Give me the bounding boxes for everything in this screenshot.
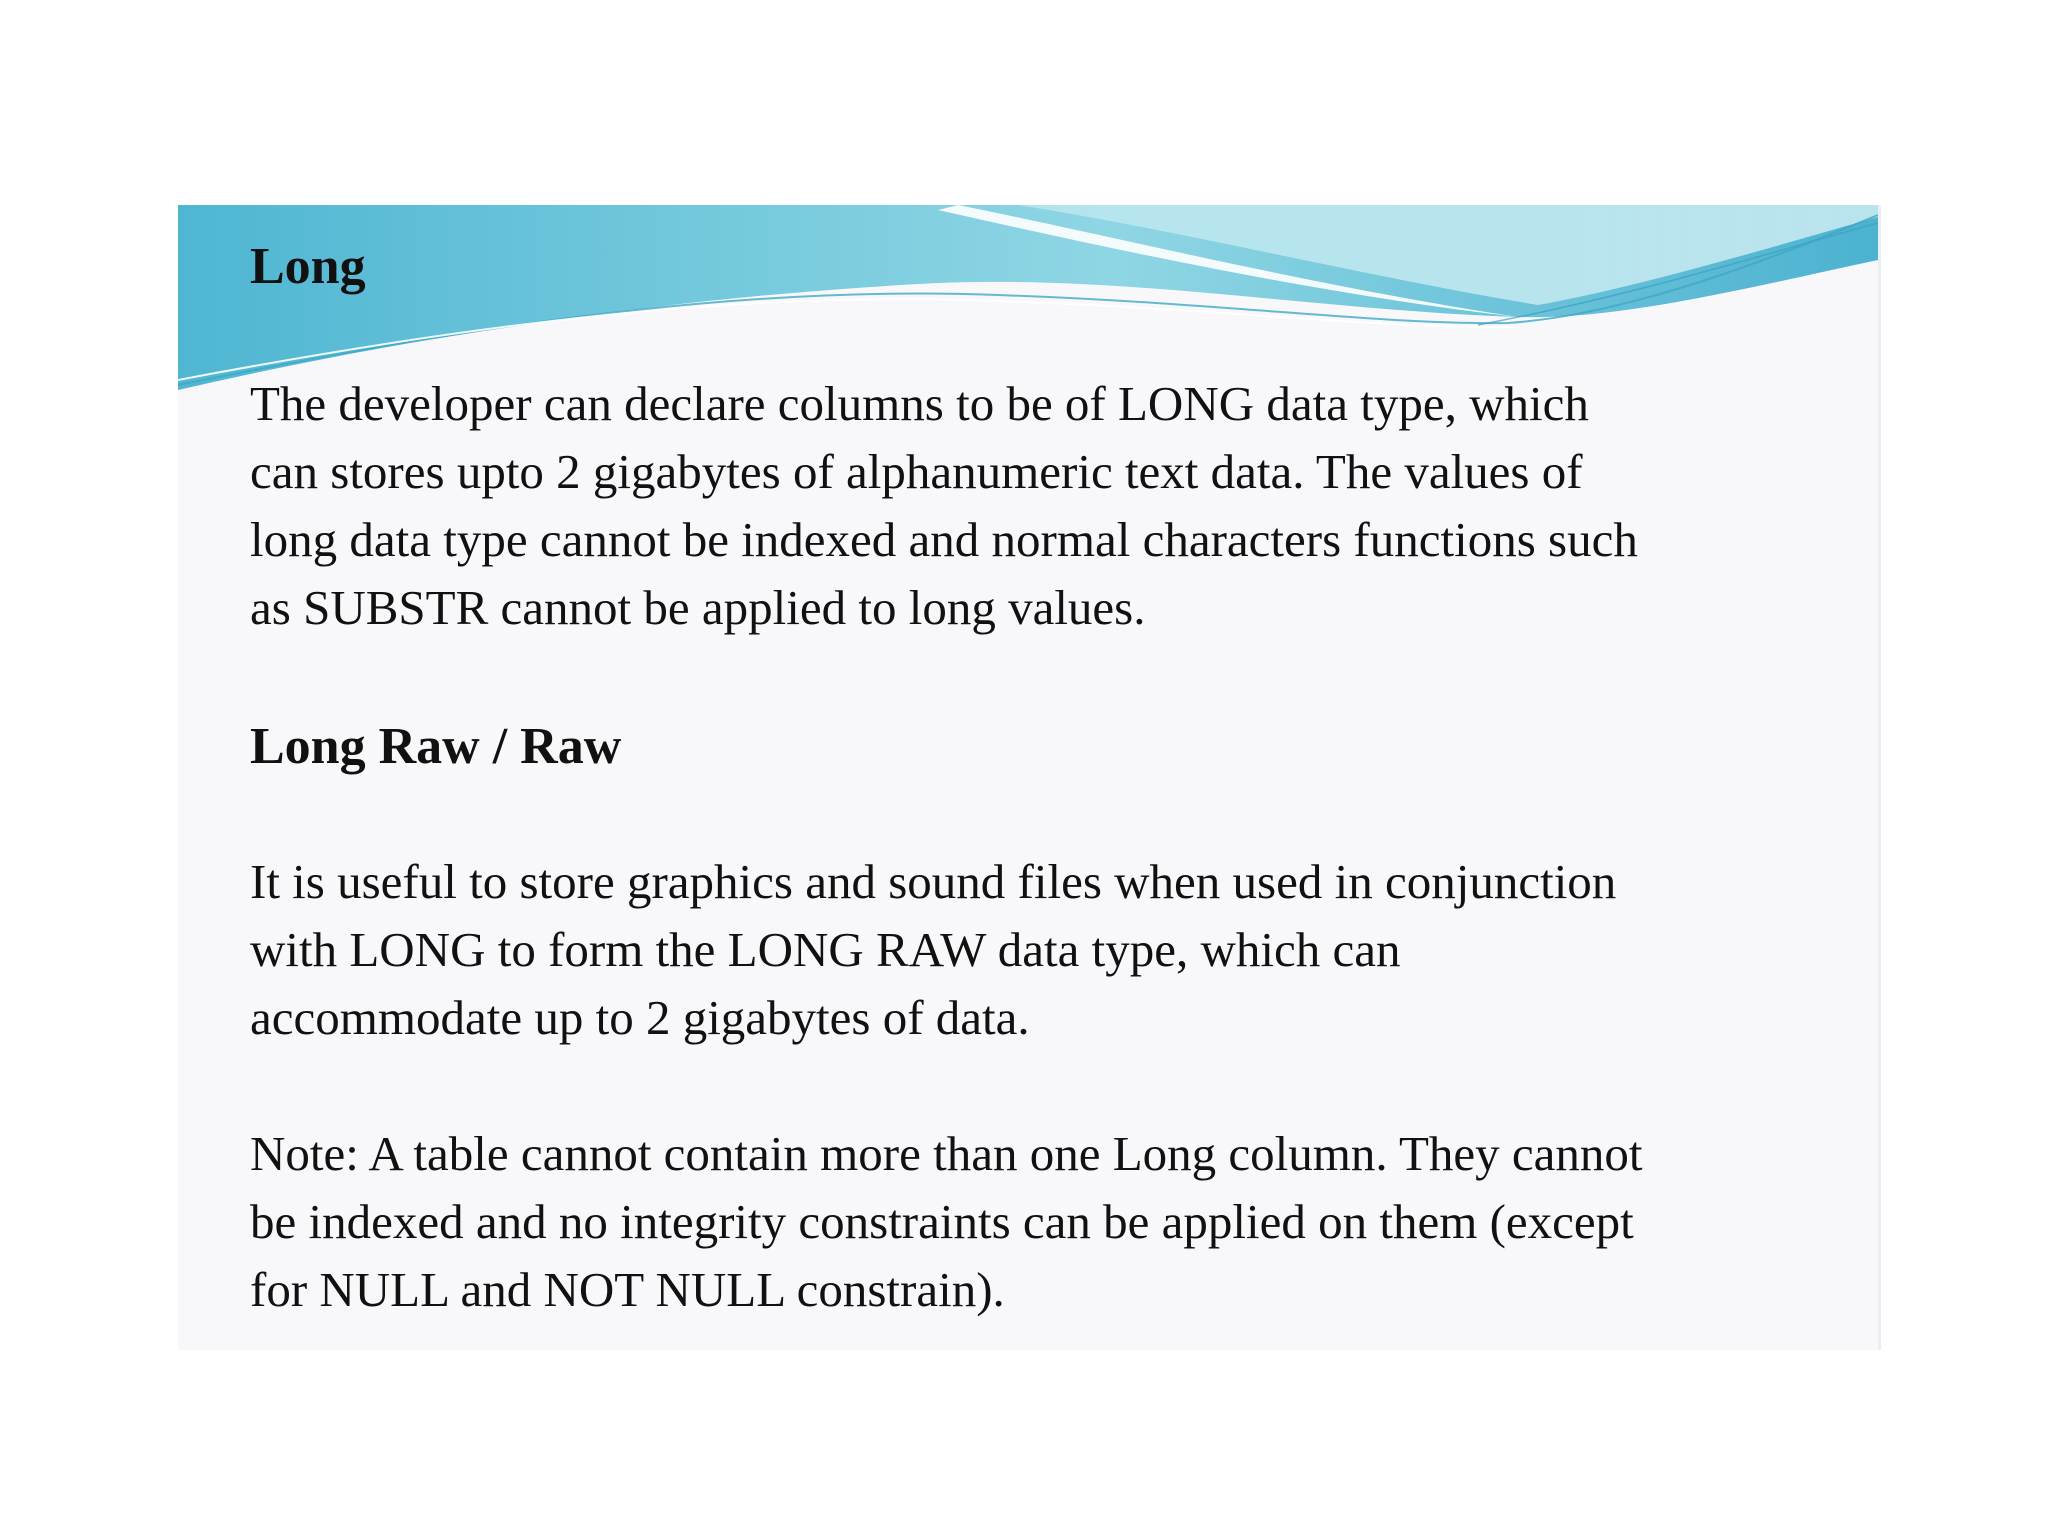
section-heading-long: Long	[250, 238, 366, 295]
section-body-long: The developer can declare columns to be of LONG data type, which can stores upto 2 gigabytes of alphanumeric text data. The values of long data type cannot be indexed and normal characters functions such as SUBSTR cannot be applied to long values.	[250, 376, 1638, 635]
slide	[178, 205, 1881, 1350]
note-text: Note: A table cannot contain more than one Long column. They cannot be indexed and no integrity constraints can be applied on them (except for NULL and NOT NULL constrain).	[250, 1126, 1643, 1317]
section-body-long-raw: It is useful to store graphics and sound files when used in conjunction with LONG to form the LONG RAW data type, which can accommodate up to 2 gigabytes of data.	[250, 854, 1617, 1045]
section-heading-long-raw: Long Raw / Raw	[250, 718, 622, 775]
